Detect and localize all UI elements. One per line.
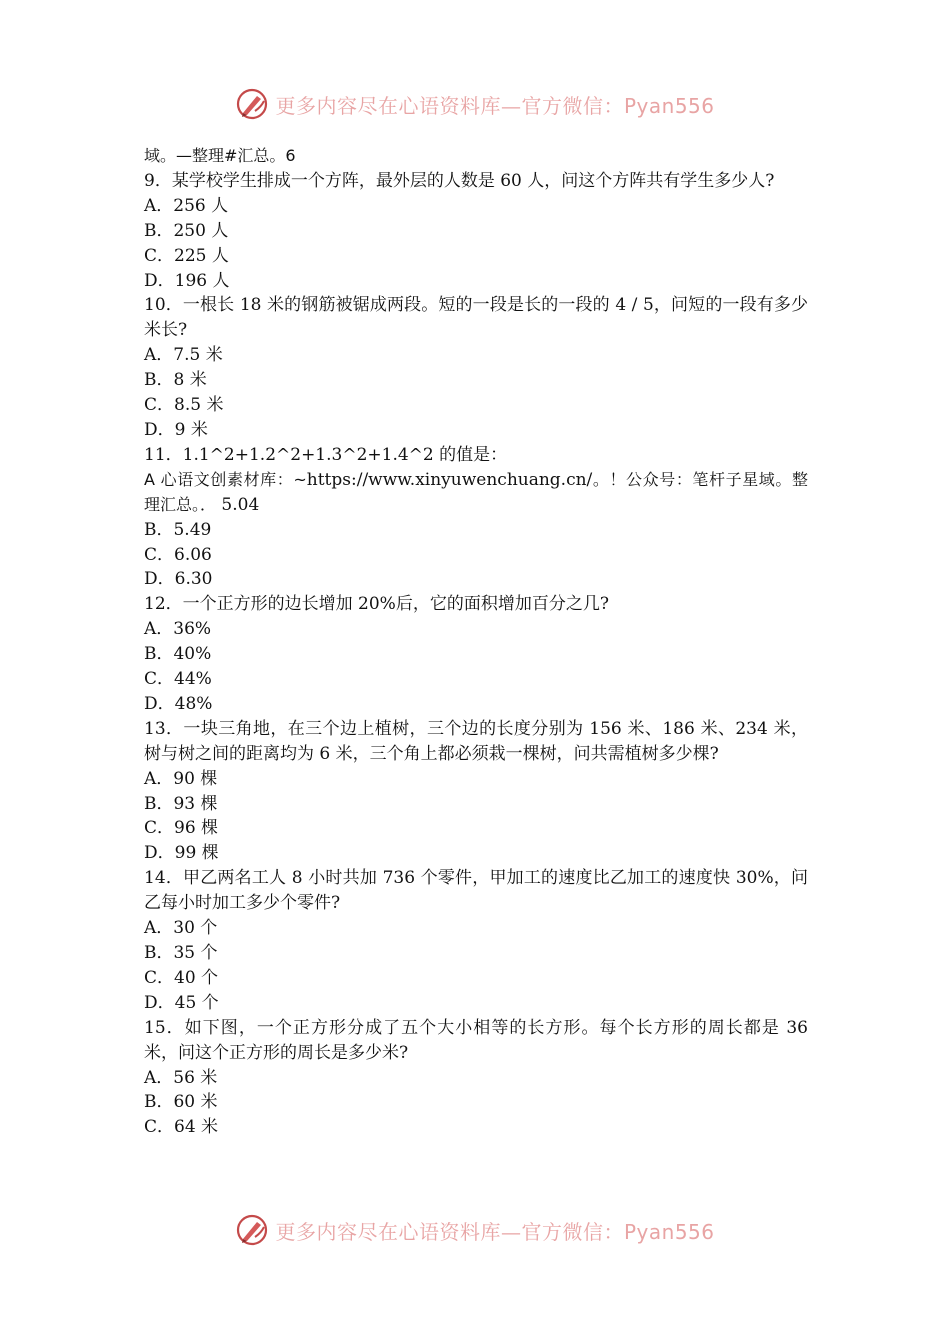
option-10a: A．7.5 米 <box>144 345 223 366</box>
question-14: 14．甲乙两名工人 8 小时共加 736 个零件，甲加工的速度比乙加工的速度快 30%，问乙每小时加工多少个零件? <box>144 868 808 914</box>
banner-wechat-id: Pyan556 <box>623 93 715 118</box>
option-11c: C．6.06 <box>144 544 212 565</box>
option-12c: C．44% <box>144 669 212 690</box>
option-12d: D．48% <box>144 693 213 714</box>
option-14d: D．45 个 <box>144 992 219 1013</box>
option-13c: C．96 棵 <box>144 818 219 839</box>
option-11a-suffix: 。！公众号：笔杆子星域。整理汇总。． <box>144 469 808 514</box>
option-15a: A．56 米 <box>144 1067 218 1088</box>
option-10b: B．8 米 <box>144 370 207 391</box>
question-12: 12．一个正方形的边长增加 20%后，它的面积增加百分之几? <box>144 594 609 615</box>
option-11a-value: 5.04 <box>221 494 260 515</box>
banner-text: 更多内容尽在心语资料库—官方微信：Pyan556 <box>275 93 715 118</box>
option-9d: D．196 人 <box>144 270 230 291</box>
question-9: 9．某学校学生排成一个方阵，最外层的人数是 60 人，问这个方阵共有学生多少人? <box>144 170 775 191</box>
option-9c: C．225 人 <box>144 245 229 266</box>
option-10d: D．9 米 <box>144 419 208 440</box>
header-banner <box>0 84 950 124</box>
option-13d: D．99 棵 <box>144 843 219 864</box>
option-9b: B．250 人 <box>144 220 229 241</box>
option-14b: B．35 个 <box>144 943 218 963</box>
option-11a-prefix: A 心语文创素材库：~ <box>144 469 307 489</box>
footer-banner <box>0 1210 950 1250</box>
option-14c: C．40 个 <box>144 967 219 988</box>
option-11b: B．5.49 <box>144 519 212 540</box>
banner-wechat-id: Pyan556 <box>623 1219 715 1244</box>
banner-text: 更多内容尽在心语资料库—官方微信：Pyan556 <box>275 1219 715 1244</box>
question-13: 13．一块三角地，在三个边上植树，三个边的长度分别为 156 米、186 米、234 米，树与树之间的距离均为 6 米，三个角上都必须栽一棵树，问共需植树多少棵? <box>144 718 808 764</box>
option-15c: C．64 米 <box>144 1117 219 1138</box>
option-15b: B．60 米 <box>144 1092 218 1113</box>
question-15: 15．如下图，一个正方形分成了五个大小相等的长方形。每个长方形的周长都是 36 米，问这个正方形的周长是多少米? <box>144 1017 808 1063</box>
option-9a: A．256 人 <box>144 195 229 216</box>
option-12a: A．36% <box>144 619 212 640</box>
option-10c: C．8.5 米 <box>144 395 224 416</box>
question-11: 11．1.1^2+1.2^2+1.3^2+1.4^2 的值是： <box>144 444 508 465</box>
option-11d: D．6.30 <box>144 569 213 590</box>
pen-logo-icon <box>235 87 269 121</box>
question-10: 10．一根长 18 米的钢筋被锯成两段。短的一段是长的一段的 4 / 5，问短的一段有多少米长? <box>144 295 808 341</box>
option-11a <box>144 468 808 518</box>
source-url-link[interactable]: https://www.xinyuwenchuang.cn/ <box>306 469 593 490</box>
option-12b: B．40% <box>144 644 212 665</box>
pen-logo-icon <box>235 1213 269 1247</box>
option-13a: A．90 棵 <box>144 768 218 789</box>
option-13b: B．93 棵 <box>144 793 218 814</box>
option-14a: A．30 个 <box>144 918 218 939</box>
document-body <box>144 144 808 1140</box>
text-line: 域。—整理#汇总。6 <box>144 146 296 165</box>
